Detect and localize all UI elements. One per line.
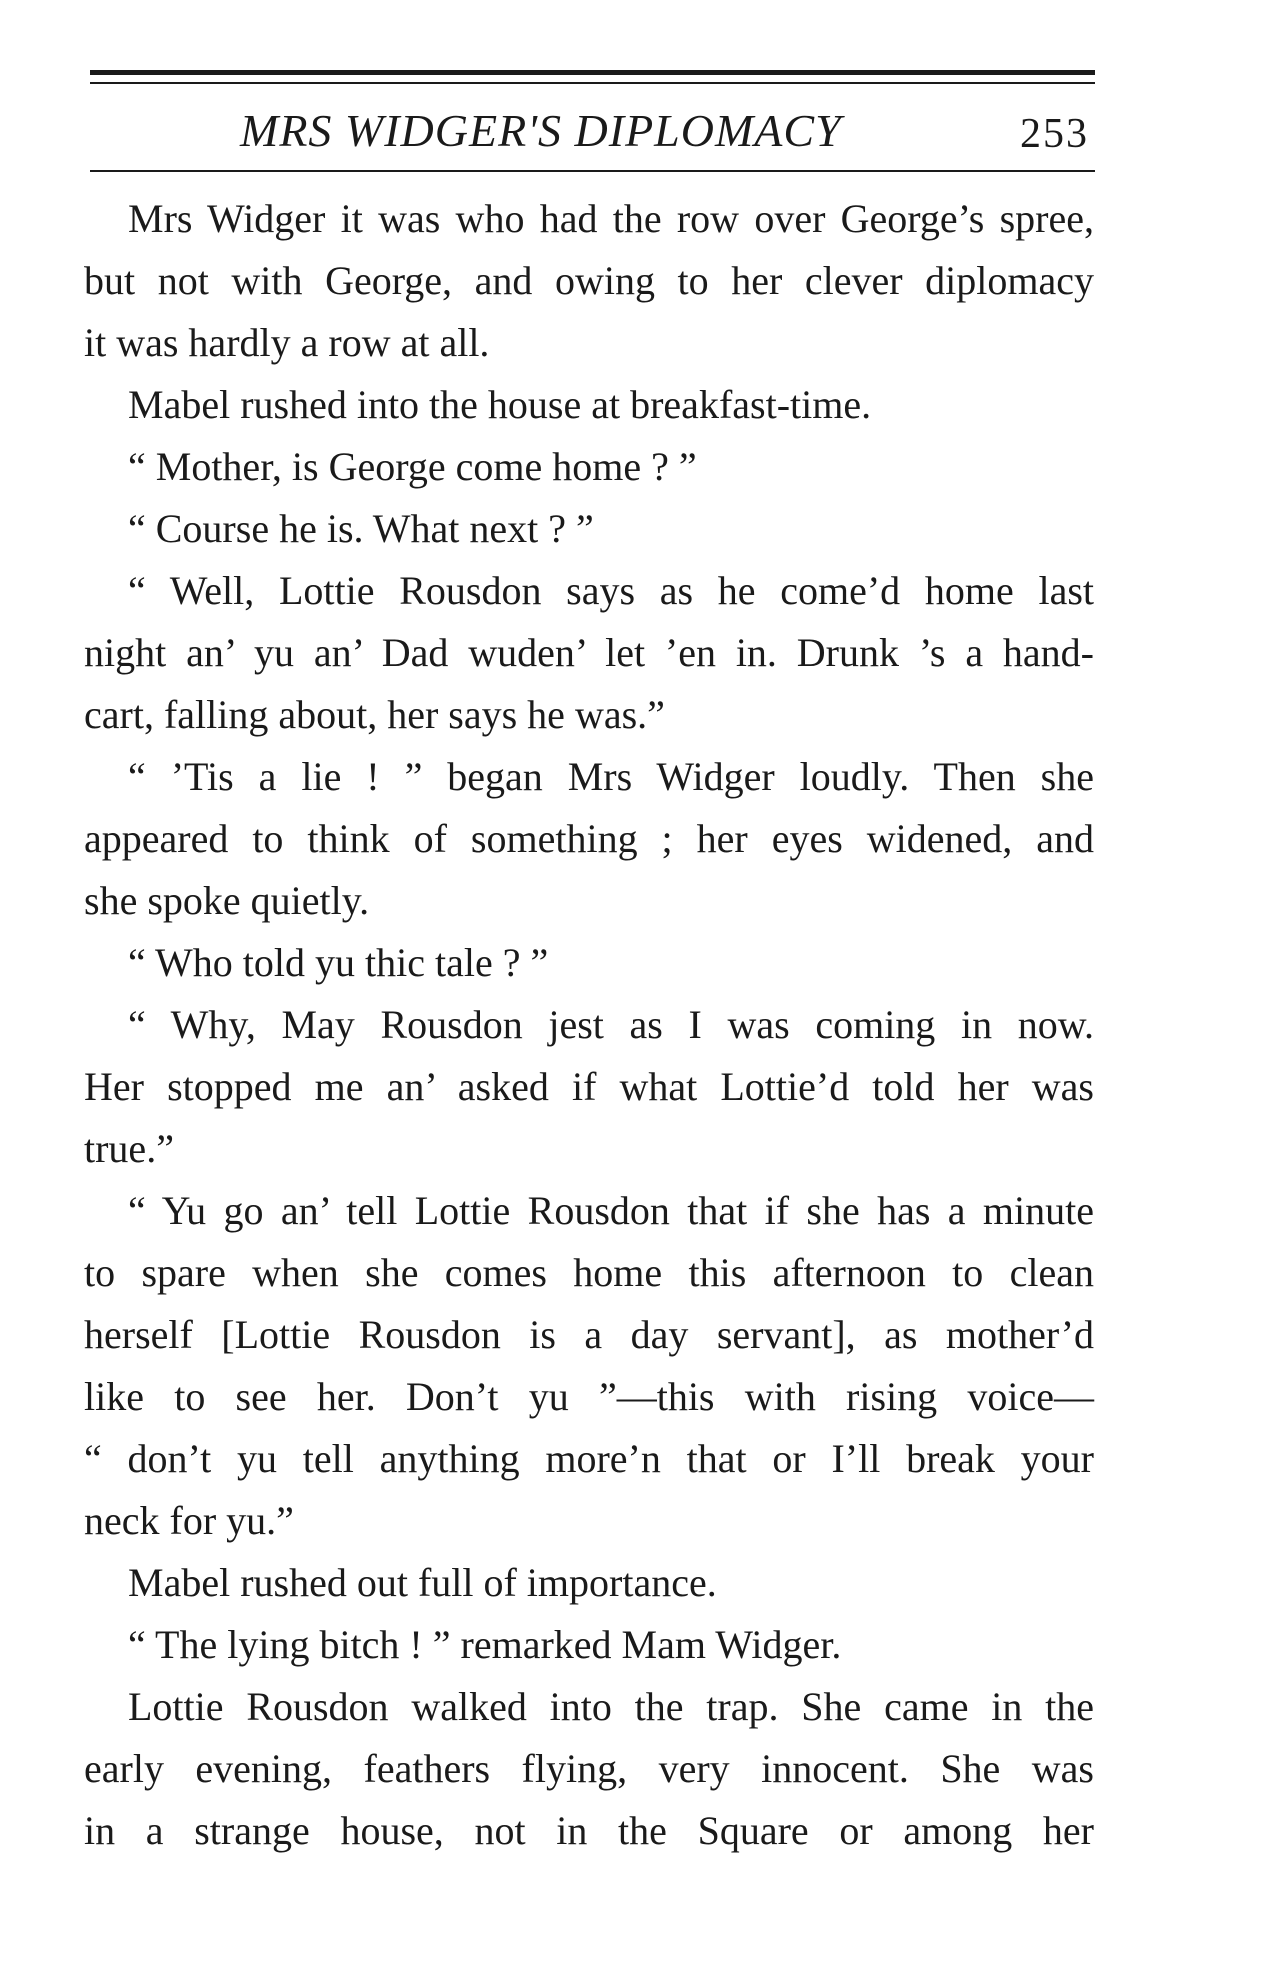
page-number: 253: [1020, 111, 1089, 157]
text-line: like to see her. Don’t yu ”—this with rising voice—: [84, 1374, 1094, 1419]
text-line: appeared to think of something ; her eyes widened, and: [84, 816, 1094, 861]
text-line: Mabel rushed into the house at breakfast-time.: [128, 382, 872, 427]
body-text: [84, 188, 1094, 1862]
text-line: in a strange house, not in the Square or among her: [84, 1808, 1094, 1853]
header-double-rule-thin: [90, 82, 1095, 84]
text-line: “ The lying bitch ! ” remarked Mam Widger.: [128, 1622, 842, 1667]
text-line: “ Who told yu thic tale ? ”: [128, 940, 549, 985]
text-line: “ Course he is. What next ? ”: [128, 506, 594, 551]
text-line: “ Mother, is George come home ? ”: [128, 444, 697, 489]
text-line: to spare when she comes home this afternoon to clean: [84, 1250, 1094, 1295]
text-line: early evening, feathers flying, very innocent. She was: [84, 1746, 1094, 1791]
text-line: Her stopped me an’ asked if what Lottie’d told her was: [84, 1064, 1094, 1109]
header-double-rule-thick: [90, 70, 1095, 75]
text-line: “ ’Tis a lie ! ” began Mrs Widger loudly. Then she: [128, 754, 1094, 799]
text-line: “ Yu go an’ tell Lottie Rousdon that if she has a minute: [128, 1188, 1094, 1233]
running-title: MRS WIDGER'S DIPLOMACY: [240, 105, 842, 156]
header-rule: [90, 170, 1095, 172]
text-line: true.”: [84, 1126, 174, 1171]
text-line: “ don’t yu tell anything more’n that or I’ll break your: [84, 1436, 1094, 1481]
text-line: but not with George, and owing to her clever diplomacy: [84, 258, 1094, 303]
text-line: night an’ yu an’ Dad wuden’ let ’en in. Drunk ’s a hand-: [84, 630, 1094, 675]
text-line: “ Why, May Rousdon jest as I was coming in now.: [128, 1002, 1094, 1047]
text-line: cart, falling about, her says he was.”: [84, 692, 665, 737]
text-line: it was hardly a row at all.: [84, 320, 490, 365]
text-line: Mabel rushed out full of importance.: [128, 1560, 717, 1605]
text-line: Mrs Widger it was who had the row over George’s spree,: [128, 196, 1094, 241]
text-line: she spoke quietly.: [84, 878, 370, 923]
text-line: neck for yu.”: [84, 1498, 294, 1543]
text-line: herself [Lottie Rousdon is a day servant], as mother’d: [84, 1312, 1094, 1357]
text-line: “ Well, Lottie Rousdon says as he come’d home last: [128, 568, 1094, 613]
text-line: Lottie Rousdon walked into the trap. She came in the: [128, 1684, 1094, 1729]
